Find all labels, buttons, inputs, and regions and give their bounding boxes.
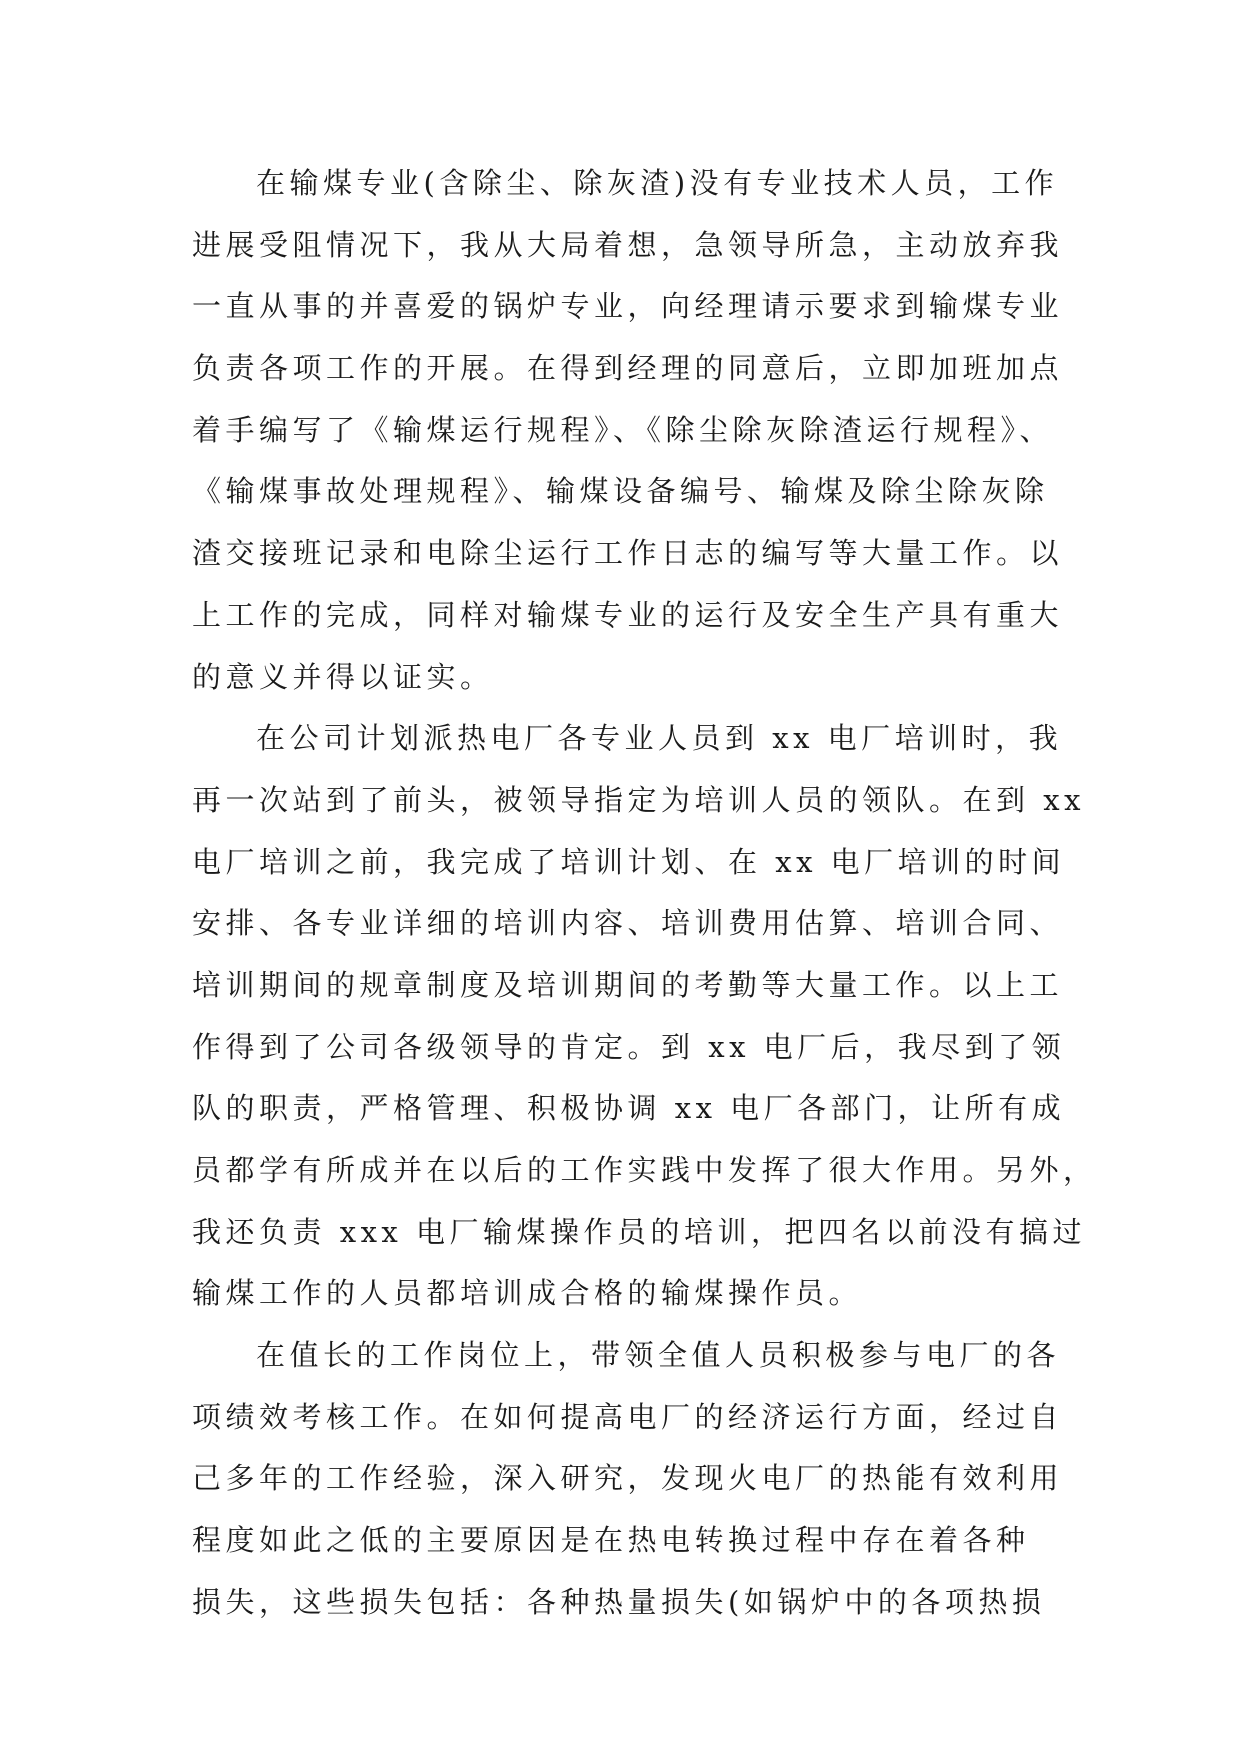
text-line: 安排、各专业详细的培训内容、培训费用估算、培训合同、	[192, 906, 1064, 941]
text-line: 项绩效考核工作。在如何提高电厂的经济运行方面，经过自	[192, 1399, 1064, 1434]
text-line: 程度如此之低的主要原因是在热电转换过程中存在着各种	[192, 1523, 1030, 1558]
text-line: 再一次站到了前头，被领导指定为培训人员的领队。在到 xx	[192, 782, 1085, 817]
text-line: 进展受阻情况下，我从大局着想，急领导所急，主动放弃我	[192, 227, 1064, 262]
paragraph-coal-conveying	[192, 153, 1062, 708]
text-line: 电厂培训之前，我完成了培训计划、在 xx 电厂培训的时间	[192, 844, 1066, 879]
text-line: 队的职责，严格管理、积极协调 xx 电厂各部门，让所有成	[192, 1091, 1066, 1126]
text-line: 着手编写了《输煤运行规程》、《除尘除灰除渣运行规程》、	[192, 412, 1054, 447]
text-line: 在值长的工作岗位上，带领全值人员积极参与电厂的各	[256, 1338, 1061, 1373]
paragraph-training	[192, 708, 1097, 1325]
text-line: 上工作的完成，同样对输煤专业的运行及安全生产具有重大	[192, 597, 1064, 632]
text-line: 在公司计划派热电厂各专业人员到 xx 电厂培训时，我	[256, 721, 1063, 756]
text-line: 员都学有所成并在以后的工作实践中发挥了很大作用。另外，	[192, 1153, 1097, 1187]
text-line: 我还负责 xxx 电厂输煤操作员的培训，把四名以前没有搞过	[192, 1214, 1087, 1249]
text-line: 培训期间的规章制度及培训期间的考勤等大量工作。以上工	[192, 967, 1064, 1002]
paragraph-shift-supervisor	[192, 1325, 1062, 1633]
text-line: 的意义并得以证实。	[192, 659, 494, 694]
text-line: 作得到了公司各级领导的肯定。到 xx 电厂后，我尽到了领	[192, 1029, 1066, 1064]
text-line: 损失，这些损失包括：各种热量损失(如锅炉中的各项热损	[192, 1584, 1046, 1619]
text-line: 己多年的工作经验，深入研究，发现火电厂的热能有效利用	[192, 1461, 1064, 1496]
body-text	[192, 153, 1097, 1634]
text-line: 渣交接班记录和电除尘运行工作日志的编写等大量工作。以	[192, 536, 1064, 571]
text-line: 《输煤事故处理规程》、输煤设备编号、输煤及除尘除灰除	[192, 474, 1049, 509]
text-line: 输煤工作的人员都培训成合格的输煤操作员。	[192, 1276, 863, 1311]
text-line: 在输煤专业(含除尘、除灰渣)没有专业技术人员，工作	[256, 166, 1059, 200]
text-line: 负责各项工作的开展。在得到经理的同意后，立即加班加点	[192, 351, 1064, 386]
text-line: 一直从事的并喜爱的锅炉专业，向经理请示要求到输煤专业	[192, 289, 1064, 324]
